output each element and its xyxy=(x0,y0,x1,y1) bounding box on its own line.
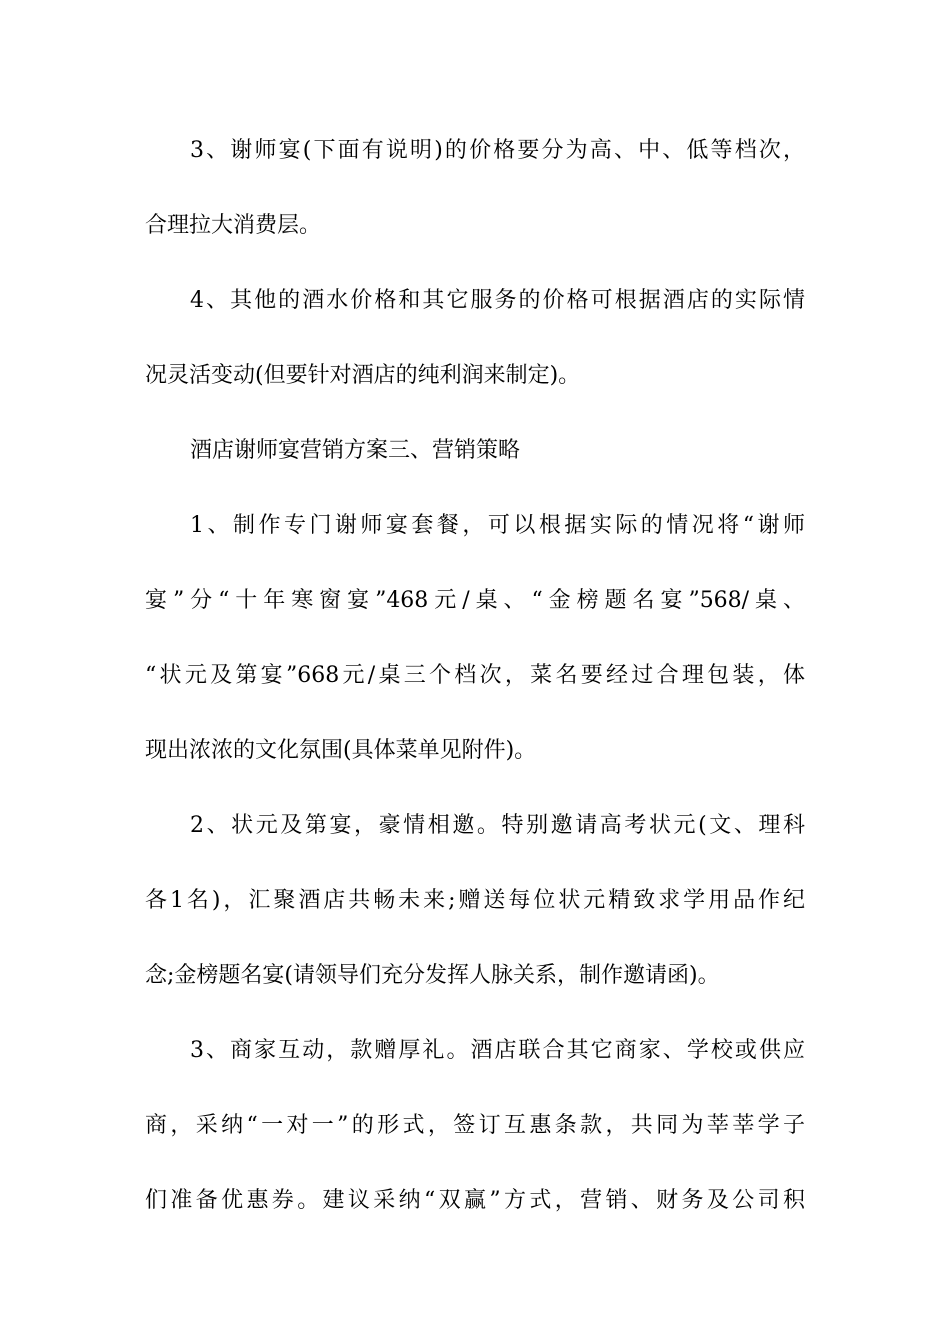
paragraph-5-line-1: 2、状元及第宴，豪情相邀。特别邀请高考状元(文、理科 xyxy=(190,813,805,838)
paragraph-1-line-2: 合理拉大消费层。 xyxy=(145,213,322,238)
paragraph-4-line-3: “状元及第宴”668元/桌三个档次，菜名要经过合理包装，体 xyxy=(145,663,805,688)
paragraph-2-line-2: 况灵活变动(但要针对酒店的纯利润来制定)。 xyxy=(145,363,581,388)
paragraph-4-line-4: 现出浓浓的文化氛围(具体菜单见附件)。 xyxy=(145,738,537,763)
paragraph-6-line-2: 商，采纳“一对一”的形式，签订互惠条款，共同为莘莘学子 xyxy=(145,1113,805,1138)
paragraph-1-line-1: 3、谢师宴(下面有说明)的价格要分为高、中、低等档次， xyxy=(190,138,805,163)
section-heading: 酒店谢师宴营销方案三、营销策略 xyxy=(190,438,521,463)
paragraph-6-line-3: 们准备优惠券。建议采纳“双赢”方式，营销、财务及公司积 xyxy=(145,1188,805,1213)
paragraph-2-line-1: 4、其他的酒水价格和其它服务的价格可根据酒店的实际情 xyxy=(190,288,805,313)
paragraph-4-line-1: 1、制作专门谢师宴套餐，可以根据实际的情况将“谢师 xyxy=(190,513,805,538)
paragraph-5-line-2: 各1名)，汇聚酒店共畅未来;赠送每位状元精致求学用品作纪 xyxy=(145,888,805,913)
paragraph-4-line-2: 宴”分“十年寒窗宴”468元/桌、“金榜题名宴”568/桌、 xyxy=(145,588,805,613)
paragraph-5-line-3: 念;金榜题名宴(请领导们充分发挥人脉关系，制作邀请函)。 xyxy=(145,963,720,988)
paragraph-6-line-1: 3、商家互动，款赠厚礼。酒店联合其它商家、学校或供应 xyxy=(190,1038,805,1063)
